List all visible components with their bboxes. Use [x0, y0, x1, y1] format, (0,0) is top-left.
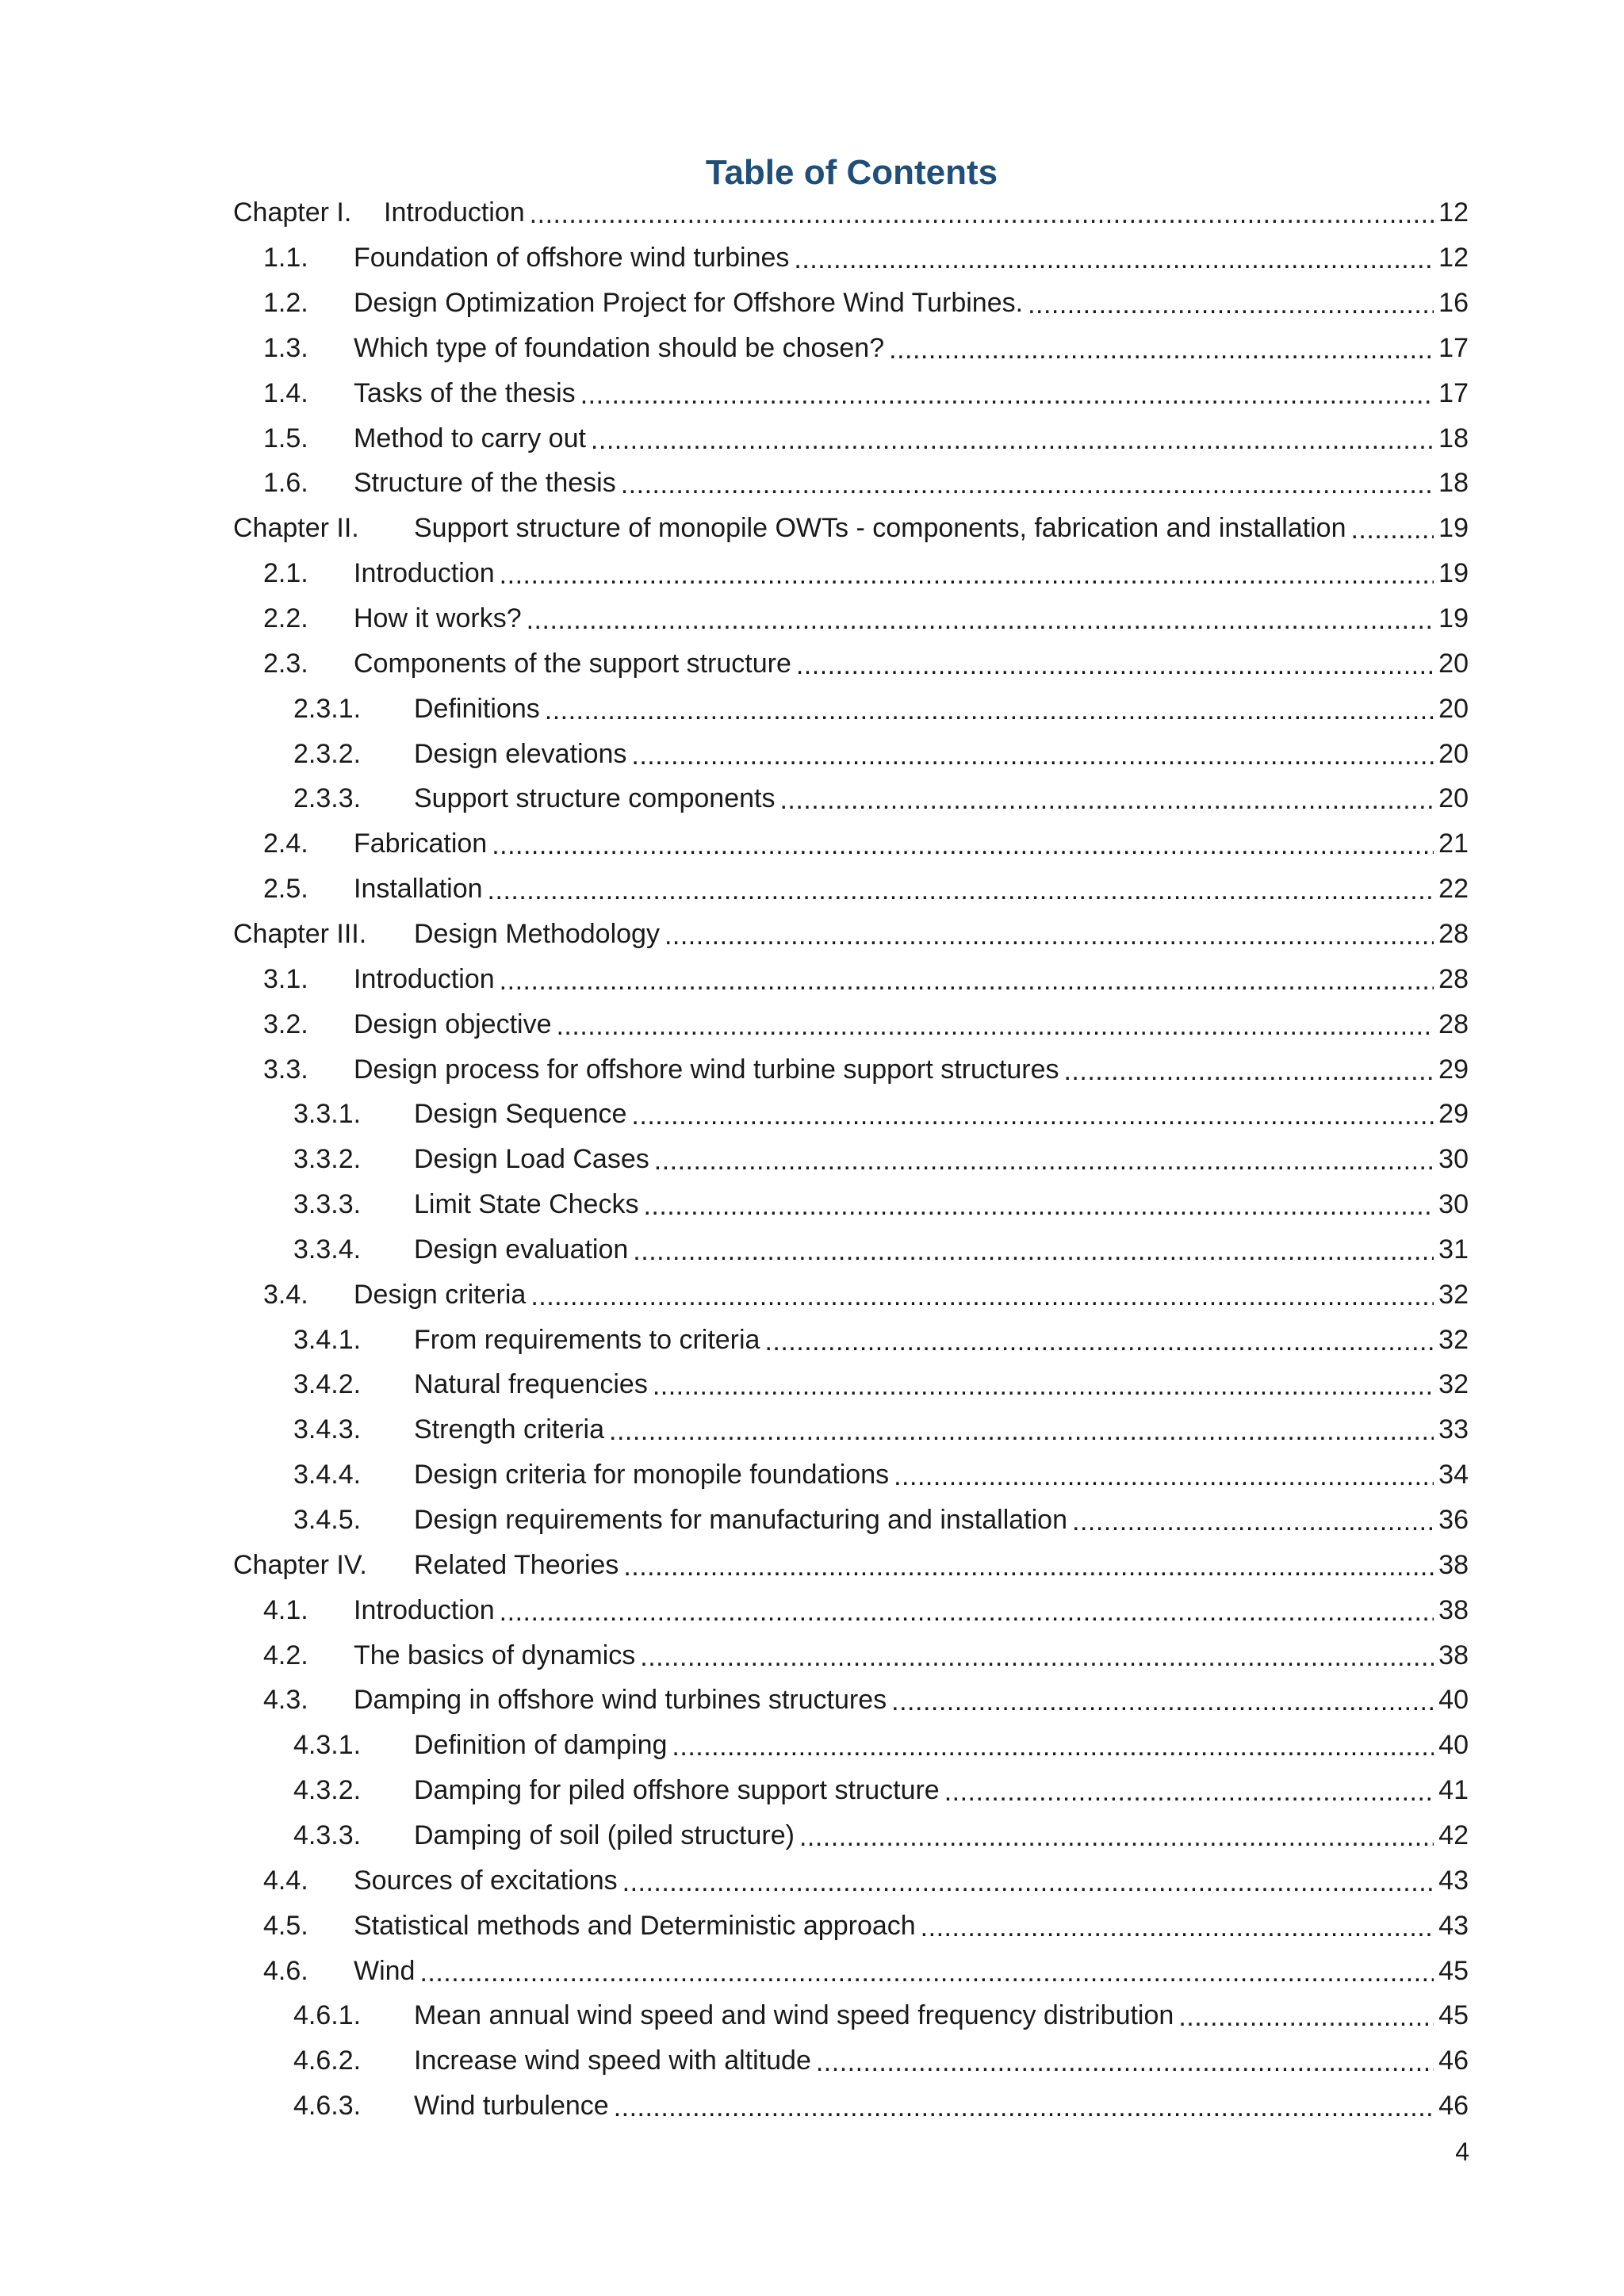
toc-leader-dots — [889, 334, 1434, 365]
page-number: 4 — [1455, 2137, 1469, 2166]
toc-entry-page: 20 — [1438, 783, 1469, 814]
toc-entry[interactable] — [293, 1407, 1469, 1452]
toc-entry[interactable] — [293, 1498, 1469, 1543]
toc-entry[interactable] — [293, 1452, 1469, 1498]
toc-leader-dots — [921, 1911, 1434, 1943]
toc-entry[interactable] — [233, 912, 1469, 957]
toc-entry[interactable] — [293, 1317, 1469, 1362]
toc-entry-number: 2.3.1. — [293, 693, 362, 724]
toc-entry[interactable] — [293, 1137, 1469, 1182]
toc-entry-number: 1.1. — [263, 243, 308, 274]
toc-leader-dots — [622, 1866, 1434, 1898]
toc-entry-page: 17 — [1438, 332, 1469, 363]
toc-leader-dots — [500, 1596, 1434, 1628]
toc-entry-page: 32 — [1438, 1279, 1469, 1310]
toc-entry-number: 2.1. — [263, 558, 308, 589]
toc-leader-dots — [500, 559, 1434, 591]
toc-entry[interactable] — [263, 461, 1469, 506]
toc-leader-dots — [633, 1235, 1434, 1267]
toc-entry-title: The basics of dynamics — [354, 1640, 636, 1670]
toc-entry-title: Damping for piled offshore support structure — [414, 1775, 940, 1806]
toc-entry[interactable] — [293, 2038, 1469, 2084]
toc-leader-dots — [527, 604, 1434, 636]
toc-entry-title: Support structure of monopile OWTs - components, fabrication and installation — [414, 513, 1346, 544]
toc-entry-title: Design objective — [354, 1008, 552, 1039]
toc-entry[interactable] — [263, 1001, 1469, 1047]
toc-entry-page: 29 — [1438, 1054, 1469, 1085]
toc-leader-dots — [764, 1326, 1434, 1357]
toc-entry-title: Introduction — [354, 963, 495, 994]
toc-entry-page: 22 — [1438, 874, 1469, 905]
toc-entry-title: Introduction — [384, 197, 525, 228]
toc-entry-page: 20 — [1438, 693, 1469, 724]
toc-entry[interactable] — [263, 956, 1469, 1001]
toc-entry-page: 45 — [1438, 1955, 1469, 1986]
toc-entry-number: 2.5. — [263, 874, 308, 905]
toc-entry-number: 4.3.3. — [293, 1820, 362, 1850]
toc-entry-number: 4.6. — [263, 1955, 308, 1986]
toc-entry[interactable] — [263, 551, 1469, 596]
toc-entry-title: Design process for offshore wind turbine support structures — [354, 1054, 1059, 1085]
toc-entry[interactable] — [263, 821, 1469, 867]
toc-entry-title: Natural frequencies — [414, 1369, 648, 1400]
toc-entry-page: 38 — [1438, 1549, 1469, 1580]
toc-entry-title: Foundation of offshore wind turbines — [354, 243, 790, 274]
toc-entry-number: 1.3. — [263, 332, 308, 363]
toc-entry-page: 41 — [1438, 1775, 1469, 1806]
toc-entry-number: 4.6.1. — [293, 2000, 362, 2031]
toc-entry-page: 12 — [1438, 243, 1469, 274]
toc-entry-page: 18 — [1438, 468, 1469, 499]
toc-entry-page: 19 — [1438, 513, 1469, 544]
toc-entry-title: Fabrication — [354, 828, 488, 859]
toc-leader-dots — [631, 1100, 1434, 1131]
toc-entry-page: 19 — [1438, 558, 1469, 589]
toc-entry-title: Definitions — [414, 693, 540, 724]
toc-entry-page: 36 — [1438, 1505, 1469, 1536]
toc-entry[interactable] — [293, 731, 1469, 776]
toc-leader-dots — [944, 1776, 1434, 1808]
toc-entry-number: 3.2. — [263, 1008, 308, 1039]
toc-entry-page: 20 — [1438, 648, 1469, 679]
toc-entry-page: 31 — [1438, 1234, 1469, 1265]
toc-entry[interactable] — [263, 415, 1469, 461]
toc-entry-number: 3.4. — [263, 1279, 308, 1310]
toc-entry-number: 1.5. — [263, 423, 308, 453]
toc-leader-dots — [643, 1190, 1434, 1222]
toc-leader-dots — [1350, 514, 1434, 545]
toc-entry-page: 32 — [1438, 1324, 1469, 1355]
toc-leader-dots — [488, 874, 1434, 906]
toc-entry-number: 3.3.2. — [293, 1144, 362, 1175]
toc-entry[interactable] — [263, 1587, 1469, 1632]
toc-leader-dots — [1178, 2001, 1434, 2033]
toc-entry-number: 2.4. — [263, 828, 308, 859]
toc-entry-page: 33 — [1438, 1414, 1469, 1445]
toc-entry-number: Chapter II. — [233, 513, 359, 544]
toc-entry-title: Introduction — [354, 558, 495, 589]
toc-entry[interactable] — [233, 506, 1469, 551]
toc-entry-title: Design criteria for monopile foundations — [414, 1460, 890, 1490]
toc-entry-number: 2.3. — [263, 648, 308, 679]
toc-entry-number: 3.3. — [263, 1054, 308, 1085]
toc-leader-dots — [1028, 289, 1434, 320]
toc-entry-page: 40 — [1438, 1685, 1469, 1716]
toc-leader-dots — [1072, 1506, 1434, 1537]
toc-entry-number: 3.4.2. — [293, 1369, 362, 1400]
toc-entry-title: Damping of soil (piled structure) — [414, 1820, 795, 1850]
toc-entry-page: 21 — [1438, 828, 1469, 859]
toc-entry[interactable] — [263, 326, 1469, 371]
toc-entry-page: 12 — [1438, 197, 1469, 228]
toc-entry-page: 45 — [1438, 2000, 1469, 2031]
toc-entry-number: 2.3.3. — [293, 783, 362, 814]
toc-entry-page: 20 — [1438, 738, 1469, 769]
toc-entry-page: 17 — [1438, 377, 1469, 408]
toc-entry-number: 3.3.4. — [293, 1234, 362, 1265]
toc-leader-dots — [894, 1460, 1434, 1492]
toc-entry-number: 3.1. — [263, 963, 308, 994]
toc-entry-page: 28 — [1438, 963, 1469, 994]
toc-entry-title: Design requirements for manufacturing and installation — [414, 1505, 1068, 1536]
toc-leader-dots — [640, 1641, 1434, 1673]
toc-entry-page: 30 — [1438, 1144, 1469, 1175]
toc-leader-dots — [623, 1551, 1434, 1582]
toc-entry-page: 40 — [1438, 1730, 1469, 1761]
toc-leader-dots — [609, 1415, 1434, 1447]
toc-entry-page: 18 — [1438, 423, 1469, 453]
toc-entry-title: Strength criteria — [414, 1414, 604, 1445]
toc-entry-page: 43 — [1438, 1910, 1469, 1941]
toc-entry-title: Design evaluation — [414, 1234, 629, 1265]
toc-entry[interactable] — [263, 596, 1469, 641]
toc-entry[interactable] — [263, 235, 1469, 281]
toc-entry-number: 1.2. — [263, 288, 308, 319]
toc-entry-title: Support structure components — [414, 783, 776, 814]
toc-entry[interactable] — [263, 1272, 1469, 1317]
toc-entry-number: 4.3. — [263, 1685, 308, 1716]
toc-entry-number: 4.6.2. — [293, 2045, 362, 2076]
toc-entry-number: 4.3.2. — [293, 1775, 362, 1806]
toc-leader-dots — [816, 2046, 1434, 2078]
toc-entry[interactable] — [233, 190, 1469, 235]
toc-leader-dots — [621, 469, 1434, 500]
toc-entry-page: 34 — [1438, 1460, 1469, 1490]
toc-entry-page: 32 — [1438, 1369, 1469, 1400]
toc-leader-dots — [530, 198, 1434, 230]
toc-entry[interactable] — [263, 867, 1469, 912]
toc-leader-dots — [891, 1686, 1434, 1717]
toc-entry[interactable] — [263, 1678, 1469, 1723]
toc-entry[interactable] — [293, 1362, 1469, 1407]
toc-entry-title: Damping in offshore wind turbines structures — [354, 1685, 887, 1716]
toc-entry-number: 4.6.3. — [293, 2091, 362, 2122]
toc-entry-number: 4.3.1. — [293, 1730, 362, 1761]
toc-entry-title: Components of the support structure — [354, 648, 791, 679]
toc-entry-number: 1.6. — [263, 468, 308, 499]
toc-entry-title: Design Sequence — [414, 1099, 627, 1130]
toc-entry-number: 4.1. — [263, 1594, 308, 1625]
toc-entry-page: 28 — [1438, 1008, 1469, 1039]
toc-entry-title: Limit State Checks — [414, 1189, 639, 1220]
toc-entry-title: Introduction — [354, 1594, 495, 1625]
toc-entry-number: 4.5. — [263, 1910, 308, 1941]
toc-leader-dots — [530, 1280, 1434, 1312]
toc-entry-number: Chapter I. — [233, 197, 352, 228]
toc-entry[interactable] — [293, 1993, 1469, 2038]
toc-entry[interactable] — [293, 1768, 1469, 1813]
toc-entry[interactable] — [263, 281, 1469, 326]
toc-entry-page: 19 — [1438, 603, 1469, 634]
toc-entry-page: 30 — [1438, 1189, 1469, 1220]
toc-leader-dots — [1063, 1055, 1434, 1087]
toc-entry[interactable] — [263, 1047, 1469, 1092]
toc-entry-number: 3.4.5. — [293, 1505, 362, 1536]
toc-entry-title: Mean annual wind speed and wind speed frequency distribution — [414, 2000, 1174, 2031]
toc-entry-title: Installation — [354, 874, 483, 905]
toc-leader-dots — [556, 1010, 1434, 1042]
toc-entry[interactable] — [293, 2084, 1469, 2129]
toc-entry-title: Definition of damping — [414, 1730, 668, 1761]
toc-entry-number: 4.2. — [263, 1640, 308, 1670]
toc-entry-page: 29 — [1438, 1099, 1469, 1130]
toc-entry[interactable] — [263, 641, 1469, 687]
toc-leader-dots — [794, 243, 1434, 275]
toc-leader-dots — [614, 2091, 1434, 2123]
toc-entry-title: Design Optimization Project for Offshore Wind Turbines. — [354, 288, 1024, 319]
toc-entry-number: 2.3.2. — [293, 738, 362, 769]
toc-entry-title: Related Theories — [414, 1549, 619, 1580]
toc-entry-number: 3.3.3. — [293, 1189, 362, 1220]
toc-entry-number: Chapter III. — [233, 918, 367, 949]
toc-leader-dots — [631, 740, 1434, 771]
toc-leader-dots — [500, 965, 1434, 997]
toc-entry-title: Method to carry out — [354, 423, 586, 453]
toc-entry-title: Sources of excitations — [354, 1865, 618, 1896]
toc-entry-title: Statistical methods and Deterministic approach — [354, 1910, 916, 1941]
toc-entry-title: Which type of foundation should be chosen? — [354, 332, 885, 363]
toc-leader-dots — [591, 424, 1434, 456]
toc-entry-title: Design Load Cases — [414, 1144, 649, 1175]
toc-leader-dots — [654, 1145, 1434, 1177]
toc-entry-title: Design criteria — [354, 1279, 527, 1310]
toc-entry-page: 38 — [1438, 1640, 1469, 1670]
toc-entry[interactable] — [263, 370, 1469, 415]
toc-entry[interactable] — [263, 1948, 1469, 1993]
toc-entry[interactable] — [293, 1723, 1469, 1768]
toc-leader-dots — [580, 379, 1434, 411]
toc-entry[interactable] — [293, 1182, 1469, 1227]
toc-entry-number: 2.2. — [263, 603, 308, 634]
toc-entry-title: Wind — [354, 1955, 416, 1986]
toc-entry-number: 3.4.4. — [293, 1460, 362, 1490]
toc-entry[interactable] — [293, 1092, 1469, 1137]
toc-entry-title: Structure of the thesis — [354, 468, 616, 499]
toc-entry-page: 16 — [1438, 288, 1469, 319]
toc-entry[interactable] — [263, 1903, 1469, 1948]
toc-entry-page: 46 — [1438, 2091, 1469, 2122]
toc-entry-title: Increase wind speed with altitude — [414, 2045, 811, 2076]
toc-entry-title: How it works? — [354, 603, 522, 634]
toc-entry-title: Tasks of the thesis — [354, 377, 576, 408]
toc-entry-page: 28 — [1438, 918, 1469, 949]
toc-entry[interactable] — [293, 686, 1469, 731]
toc-entry-title: Design elevations — [414, 738, 627, 769]
toc-entry-title: From requirements to criteria — [414, 1324, 760, 1355]
toc-entry-page: 43 — [1438, 1865, 1469, 1896]
toc-entry-page: 42 — [1438, 1820, 1469, 1850]
toc-entry[interactable] — [263, 1858, 1469, 1903]
toc-entry-number: 3.4.1. — [293, 1324, 362, 1355]
toc-leader-dots — [779, 784, 1434, 816]
toc-entry-title: Wind turbulence — [414, 2091, 609, 2122]
toc-entry[interactable] — [293, 776, 1469, 821]
toc-entry[interactable] — [293, 1227, 1469, 1272]
toc-leader-dots — [492, 829, 1434, 861]
toc-entry-number: Chapter IV. — [233, 1549, 367, 1580]
toc-entry-number: 3.4.3. — [293, 1414, 362, 1445]
toc-entry[interactable] — [263, 1632, 1469, 1678]
toc-entry-title: Design Methodology — [414, 918, 660, 949]
toc-entry[interactable] — [293, 1813, 1469, 1858]
toc-leader-dots — [545, 695, 1434, 726]
toc-entry-page: 46 — [1438, 2045, 1469, 2076]
toc-entry-number: 4.4. — [263, 1865, 308, 1896]
toc-entry-number: 1.4. — [263, 377, 308, 408]
toc-leader-dots — [665, 920, 1434, 951]
toc-leader-dots — [419, 1957, 1434, 1988]
toc-entry-page: 38 — [1438, 1594, 1469, 1625]
toc-leader-dots — [653, 1370, 1434, 1402]
toc-leader-dots — [799, 1821, 1434, 1853]
toc-leader-dots — [672, 1731, 1434, 1762]
toc-entry[interactable] — [233, 1543, 1469, 1588]
page-title: Table of Contents — [705, 153, 998, 192]
toc-leader-dots — [796, 649, 1434, 681]
toc-entry-number: 3.3.1. — [293, 1099, 362, 1130]
